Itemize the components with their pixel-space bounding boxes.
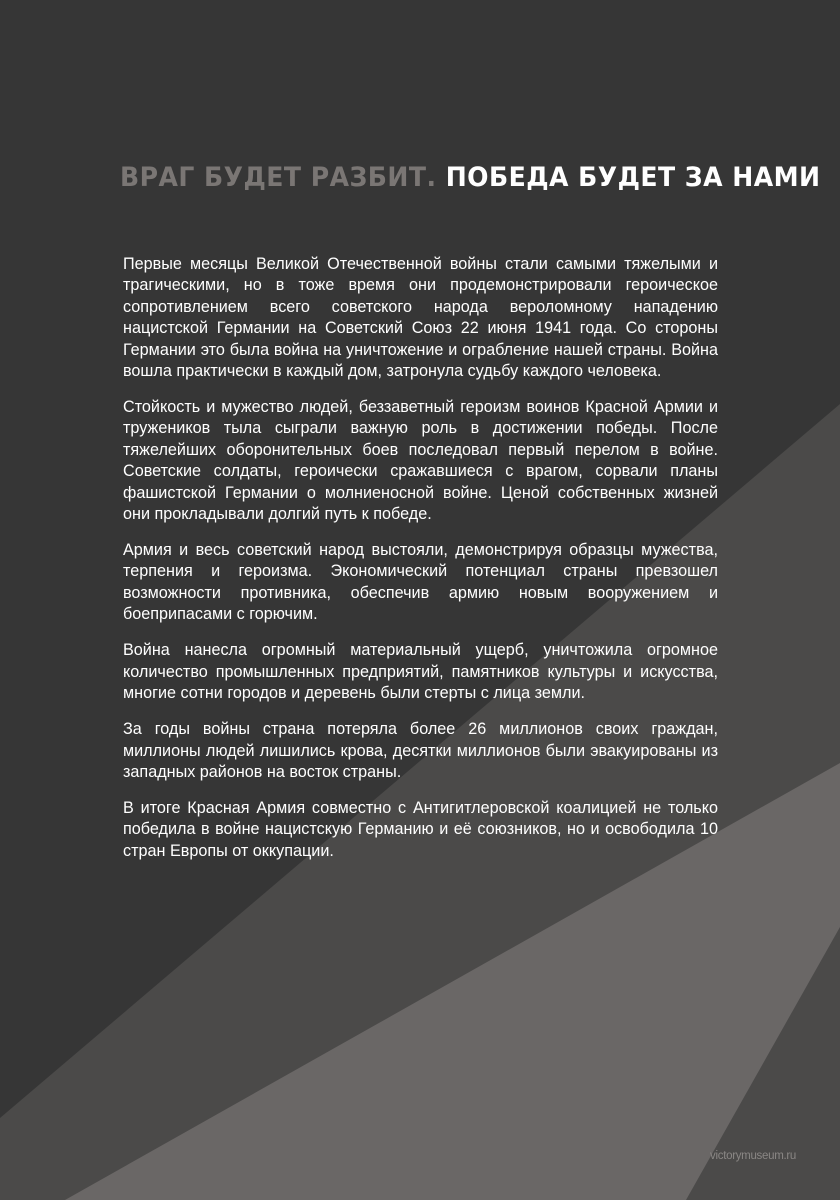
paragraph: Первые месяцы Великой Отечественной войны стали самыми тяжелыми и трагическими, но в тоже время они продемонстрировали героическое сопротивлением всего советского народа вероломному нападению нацистской Германии на Советский Союз 22 июня 1941 года. Со стороны Германии это была война на уничтожение и ограбление нашей страны. Война вошла практически в каждый дом, затронула судьбу каждого человека. bbox=[123, 255, 718, 381]
paragraph: За годы войны страна потеряла более 26 миллионов своих граждан, миллионы людей лишились крова, десятки миллионов были эвакуированы из западных районов на восток страны. bbox=[123, 720, 718, 781]
title-part-enemy: ВРАГ БУДЕТ РАЗБИТ. bbox=[120, 162, 437, 193]
title-part-victory: ПОБЕДА БУДЕТ ЗА НАМИ bbox=[445, 162, 821, 193]
paragraph: Стойкость и мужество людей, беззаветный героизм воинов Красной Армии и тружеников тыла сыграли важную роль в достижении победы. После тяжелейших оборонительных боев последовал первый перелом в войне. Советские солдаты, героически сражавшиеся с врагом, сорвали планы фашистской Германии о молниеносной войне. Ценой собственных жизней они прокладывали долгий путь к победе. bbox=[123, 398, 718, 524]
paragraph: Армия и весь советский народ выстояли, демонстрируя образцы мужества, терпения и героизма. Экономический потенциал страны превзошел возможности противника, обеспечив армию новым вооружением и боеприпасами с горючим. bbox=[123, 541, 718, 624]
paragraph: В итоге Красная Армия совместно с Антигитлеровской коалицией не только победила в войне нацистскую Германию и её союзников, но и освободила 10 стран Европы от оккупации. bbox=[123, 798, 718, 860]
paragraph: Война нанесла огромный материальный ущерб, уничтожила огромное количество промышленных предприятий, памятников культуры и искусства, многие сотни городов и деревень были стерты с лица земли. bbox=[123, 641, 718, 703]
article-body bbox=[123, 254, 718, 877]
footer-website-url: victorymuseum.ru bbox=[710, 1150, 796, 1162]
page-title bbox=[120, 160, 821, 196]
